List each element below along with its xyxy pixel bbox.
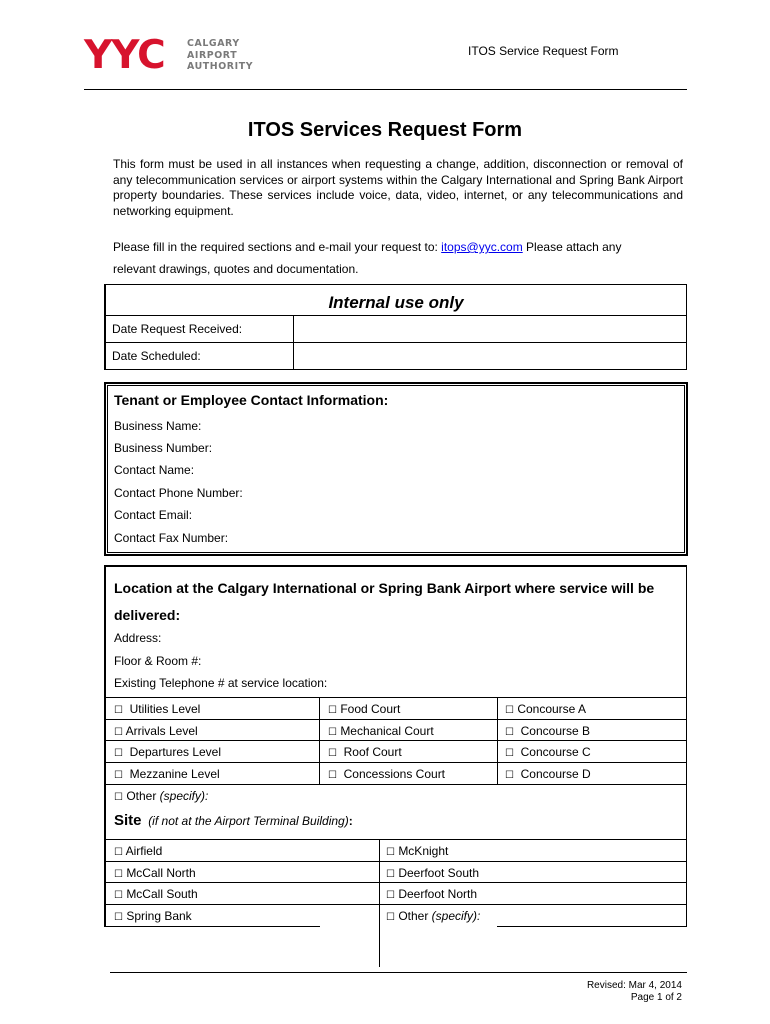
- option-arrivals-level[interactable]: ☐ Arrivals Level: [114, 724, 198, 738]
- grid-line: [106, 697, 686, 698]
- site-option-spring-bank[interactable]: ☐ Spring Bank: [114, 909, 192, 923]
- intro-paragraph: This form must be used in all instances when requesting a change, addition, disconnection or removal of any telecommunication services or airport systems within the Calgary International and Spring Bank Airport property boundaries. These services include voice, data, video, internet, or any telecommunications and networking equipment.: [113, 157, 683, 218]
- site-option-mccall-north[interactable]: ☐ McCall North: [114, 866, 196, 880]
- revision-date: Revised: Mar 4, 2014: [586, 980, 682, 991]
- date-received-field[interactable]: [293, 316, 686, 342]
- date-scheduled-field[interactable]: [293, 343, 686, 369]
- header-form-name: ITOS Service Request Form: [468, 44, 619, 58]
- option-concourse-c[interactable]: ☐ Concourse C: [505, 745, 591, 759]
- instructions-line2: relevant drawings, quotes and documentation.: [113, 262, 359, 276]
- option-concourse-d[interactable]: ☐ Concourse D: [505, 767, 591, 781]
- option-mezzanine-level[interactable]: ☐ Mezzanine Level: [114, 767, 220, 781]
- site-option-mcknight[interactable]: ☐ McKnight: [386, 844, 449, 858]
- date-scheduled-row: [106, 343, 686, 369]
- option-departures-level[interactable]: ☐ Departures Level: [114, 745, 222, 759]
- option-concourse-a[interactable]: ☐ Concourse A: [505, 702, 587, 716]
- option-mechanical-court[interactable]: ☐ Mechanical Court: [328, 724, 434, 738]
- instructions-paragraph: [113, 240, 683, 256]
- header-divider: [84, 89, 687, 90]
- site-option-mccall-south[interactable]: ☐ McCall South: [114, 887, 198, 901]
- date-scheduled-label: Date Scheduled:: [112, 349, 201, 363]
- location-heading: Location at the Calgary International or Spring Bank Airport where service will be delivered:: [114, 580, 655, 623]
- tenant-heading: Tenant or Employee Contact Information:: [114, 392, 389, 408]
- grid-line: [497, 926, 686, 927]
- existing-telephone-field[interactable]: Existing Telephone # at service location:: [114, 676, 328, 690]
- contact-fax-field[interactable]: Contact Fax Number:: [114, 531, 229, 545]
- site-option-airfield[interactable]: ☐ Airfield: [114, 844, 163, 858]
- date-received-label: Date Request Received:: [112, 322, 243, 336]
- business-name-field[interactable]: Business Name:: [114, 419, 202, 433]
- page-number: Page 1 of 2: [630, 992, 682, 1003]
- grid-line: [106, 740, 686, 741]
- internal-use-heading: Internal use only: [106, 285, 686, 316]
- contact-phone-field[interactable]: Contact Phone Number:: [114, 486, 243, 500]
- footer-divider: [110, 972, 687, 973]
- site-option-deerfoot-south[interactable]: ☐ Deerfoot South: [386, 866, 480, 880]
- grid-line: [106, 861, 686, 862]
- email-link[interactable]: itops@yyc.com: [441, 240, 523, 254]
- grid-line: [106, 719, 686, 720]
- option-roof-court[interactable]: ☐ Roof Court: [328, 745, 402, 759]
- site-option-deerfoot-north[interactable]: ☐ Deerfoot North: [386, 887, 478, 901]
- option-utilities-level[interactable]: ☐ Utilities Level: [114, 702, 201, 716]
- site-option-other[interactable]: ☐ Other (specify):: [386, 909, 481, 923]
- grid-line: [106, 904, 686, 905]
- grid-line: [106, 926, 320, 927]
- option-food-court[interactable]: ☐ Food Court: [328, 702, 401, 716]
- grid-line: [106, 882, 686, 883]
- page-title: ITOS Services Request Form: [247, 119, 523, 141]
- grid-line: [106, 784, 686, 785]
- contact-name-field[interactable]: Contact Name:: [114, 463, 195, 477]
- tenant-contact-section: [104, 382, 688, 556]
- date-received-row: [106, 316, 686, 343]
- instructions-suffix: Please attach any: [522, 240, 622, 254]
- grid-line: [106, 762, 686, 763]
- service-location-section: [104, 565, 687, 927]
- grid-line: [106, 839, 686, 840]
- contact-email-field[interactable]: Contact Email:: [114, 508, 193, 522]
- grid-line: [379, 839, 380, 967]
- site-heading: Site (if not at the Airport Terminal Building):: [114, 812, 353, 829]
- instructions-prefix: Please fill in the required sections and e-mail your request to:: [113, 240, 442, 254]
- address-field[interactable]: Address:: [114, 631, 162, 645]
- floor-room-field[interactable]: Floor & Room #:: [114, 654, 202, 668]
- logo-mark: YYC: [84, 33, 165, 78]
- option-concourse-b[interactable]: ☐ Concourse B: [505, 724, 591, 738]
- grid-line: [497, 697, 498, 784]
- internal-use-table: [104, 284, 687, 370]
- option-other-location[interactable]: ☐ Other (specify):: [114, 789, 209, 803]
- logo-wordmark: CALGARY AIRPORT AUTHORITY: [187, 38, 254, 72]
- grid-line: [319, 697, 320, 784]
- option-concessions-court[interactable]: ☐ Concessions Court: [328, 767, 446, 781]
- business-number-field[interactable]: Business Number:: [114, 441, 213, 455]
